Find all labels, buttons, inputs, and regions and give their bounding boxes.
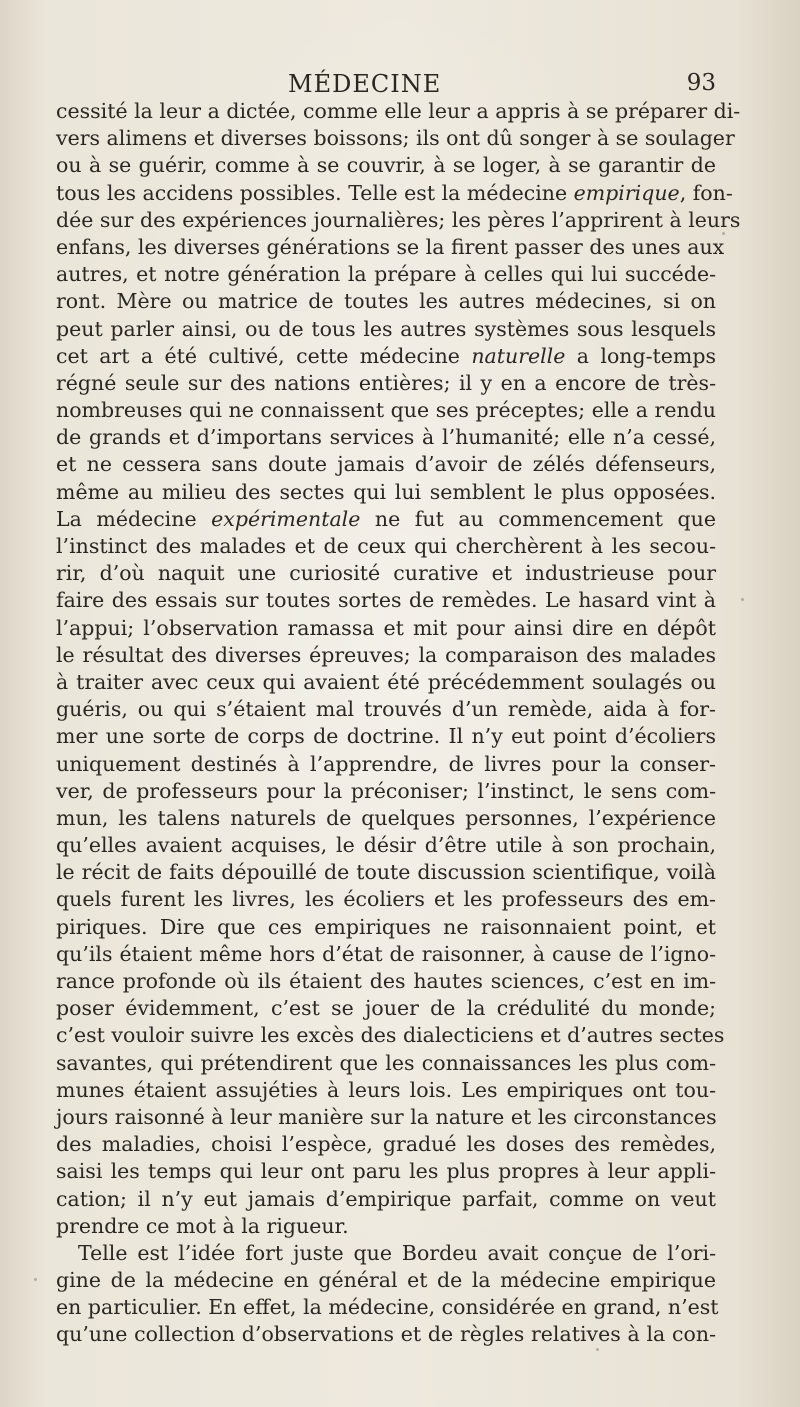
text-line: uniquement destinés à l’apprendre, de livres pour la conser- — [56, 751, 716, 776]
text-line: autres, et notre génération la prépare à celles qui lui succéde- — [56, 262, 716, 287]
body-text — [56, 98, 741, 1349]
text-line: dée sur des expériences journalières; les pères l’apprirent à leurs — [56, 207, 741, 232]
paper-speck — [741, 598, 744, 601]
text-line — [56, 506, 716, 533]
text-line: cation; il n’y eut jamais d’empirique parfait, comme on veut — [56, 1186, 716, 1211]
italic-term: empirique — [573, 180, 680, 205]
text-line: à traiter avec ceux qui avaient été précédemment soulagés ou — [56, 669, 716, 694]
text-line: poser évidemment, c’est se jouer de la crédulité du monde; — [56, 996, 716, 1021]
text-line: faire des essais sur toutes sortes de remèdes. Le hasard vint à — [56, 588, 716, 613]
text-line: l’instinct des malades et de ceux qui cherchèrent à les secou- — [56, 534, 716, 558]
text-line: régné seule sur des nations entières; il y en a encore de très- — [56, 370, 716, 395]
text-fragment: , fon- — [679, 180, 733, 205]
text-line: qu’une collection d’observations et de règles relatives à la con- — [56, 1322, 716, 1347]
text-line: mer une sorte de corps de doctrine. Il n’y eut point d’écoliers — [56, 724, 716, 749]
text-line: des maladies, choisi l’espèce, gradué les doses des remèdes, — [56, 1132, 716, 1157]
paper-speck — [34, 1278, 37, 1281]
text-line: gine de la médecine en général et de la médecine empirique — [56, 1268, 716, 1293]
text-line: enfans, les diverses générations se la firent passer des unes aux — [56, 234, 725, 259]
text-line: saisi les temps qui leur ont paru les plus propres à leur appli- — [56, 1159, 716, 1184]
page-number: 93 — [686, 70, 716, 96]
text-line: en particulier. En effet, la médecine, considérée en grand, n’est — [56, 1295, 719, 1320]
text-line: ver, de professeurs pour la préconiser; l’instinct, le sens com- — [56, 778, 716, 803]
paper-speck — [596, 1348, 599, 1351]
text-line: ou à se guérir, comme à se couvrir, à se loger, à se garantir de — [56, 153, 716, 178]
text-line: munes étaient assujéties à leurs lois. Les empiriques ont tou- — [56, 1077, 716, 1102]
text-line: savantes, qui prétendirent que les connaissances les plus com- — [56, 1050, 716, 1075]
text-fragment: La médecine — [56, 506, 212, 531]
text-line: peut parler ainsi, ou de tous les autres systèmes sous lesquels — [56, 316, 716, 341]
text-line: le récit de faits dépouillé de toute discussion scientifique, voilà — [56, 860, 716, 885]
text-line: jours raisonné à leur manière sur la nature et les circonstances — [56, 1104, 717, 1129]
text-line: quels furent les livres, les écoliers et les professeurs des em- — [56, 887, 716, 912]
text-line — [56, 180, 733, 207]
text-line: ront. Mère ou matrice de toutes les autres médecines, si on — [56, 289, 716, 314]
running-head — [56, 70, 716, 100]
text-line: prendre ce mot à la rigueur. — [56, 1213, 349, 1238]
text-line: c’est vouloir suivre les excès des dialecticiens et d’autres sectes — [56, 1023, 725, 1048]
text-line — [56, 343, 716, 370]
italic-term: naturelle — [471, 343, 566, 368]
text-line: cessité la leur a dictée, comme elle leur a appris à se préparer di- — [56, 99, 741, 123]
text-line: de grands et d’importans services à l’humanité; elle n’a cessé, — [56, 425, 716, 450]
text-fragment: ne fut au commencement que — [360, 506, 716, 531]
paper-speck — [722, 232, 725, 235]
text-line: rir, d’où naquit une curiosité curative et industrieuse pour — [56, 561, 716, 586]
text-line: et ne cessera sans doute jamais d’avoir de zélés défenseurs, — [56, 452, 716, 477]
text-line: mun, les talens naturels de quelques personnes, l’expérience — [56, 805, 716, 830]
italic-term: expérimentale — [211, 506, 361, 531]
text-fragment: cet art a été cultivé, cette médecine — [56, 343, 472, 368]
text-line: guéris, ou qui s’étaient mal trouvés d’un remède, aida à for- — [56, 697, 716, 722]
text-line: piriques. Dire que ces empiriques ne raisonnaient point, et — [56, 914, 716, 939]
text-fragment: tous les accidens possibles. Telle est la médecine — [56, 180, 574, 205]
text-line: l’appui; l’observation ramassa et mit pour ainsi dire en dépôt — [56, 615, 716, 640]
text-line: le résultat des diverses épreuves; la comparaison des malades — [56, 642, 716, 667]
text-line: Telle est l’idée fort juste que Bordeu avait conçue de l’ori- — [78, 1240, 716, 1265]
text-fragment: a long-temps — [565, 343, 716, 368]
text-line: rance profonde où ils étaient des hautes sciences, c’est en im- — [56, 969, 716, 993]
text-line: qu’ils étaient même hors d’état de raisonner, à cause de l’igno- — [56, 941, 716, 966]
text-line: vers alimens et diverses boissons; ils ont dû songer à se soulager — [56, 126, 735, 151]
text-line: nombreuses qui ne connaissent que ses préceptes; elle a rendu — [56, 398, 716, 423]
text-line: qu’elles avaient acquises, le désir d’être utile à son prochain, — [56, 833, 716, 858]
running-title: MÉDECINE — [288, 70, 442, 98]
text-line: même au milieu des sectes qui lui semblent le plus opposées. — [56, 479, 716, 504]
